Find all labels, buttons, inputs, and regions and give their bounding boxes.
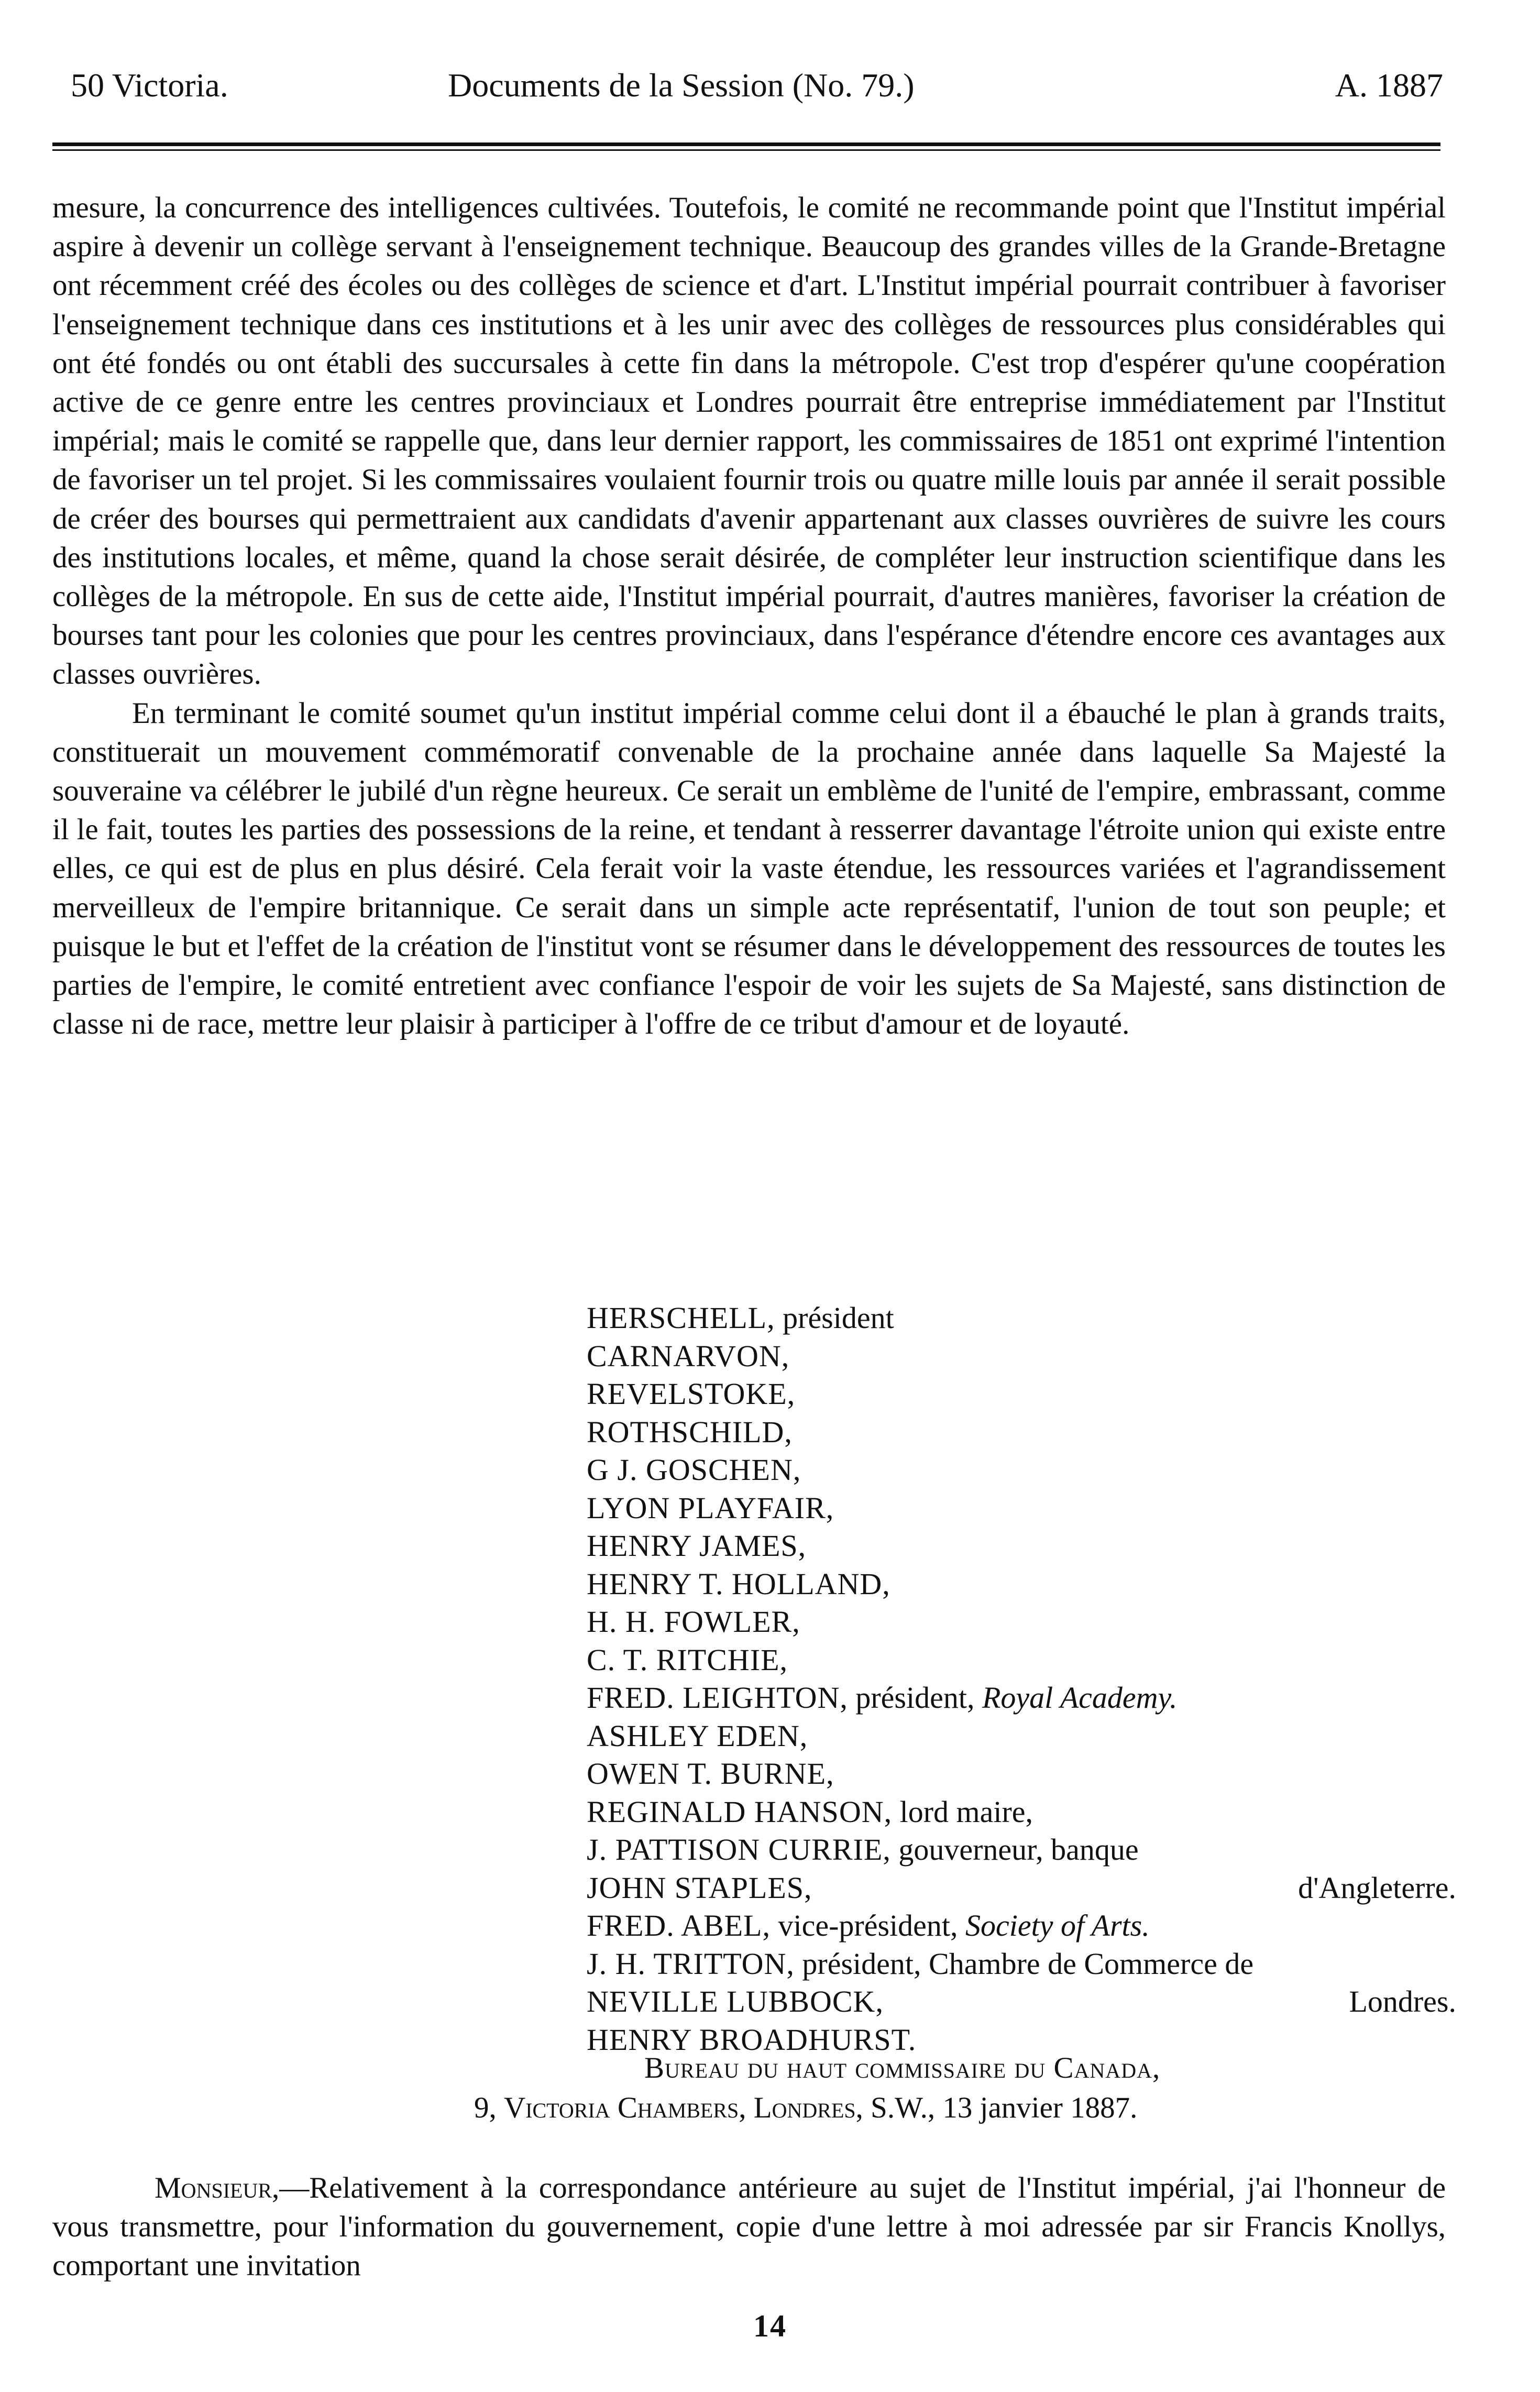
- signature-line: [587, 1641, 1456, 1680]
- letter-office: Bureau du haut commissaire du Canada,: [644, 2051, 1161, 2084]
- signature-line: [587, 1565, 1456, 1604]
- signatory-name: FRED. LEIGHTON,: [587, 1681, 848, 1715]
- signatory-name: CARNARVON,: [587, 1338, 790, 1373]
- signatures-block: [587, 1299, 1456, 2059]
- signatory-name: ASHLEY EDEN,: [587, 1718, 808, 1753]
- signatory-name: HENRY JAMES,: [587, 1529, 807, 1563]
- letter-text: —Relativement à la correspondance antérieure au sujet de l'Institut impérial, j'ai l'honneur de vous transmettre, pour l'information du gouvernement, copie d'une lettre à moi adressée par sir Francis Knollys, comportant une invitation: [52, 2171, 1446, 2282]
- signatory-name: J. PATTISON CURRIE,: [587, 1833, 891, 1867]
- signatory-institution: Royal Academy.: [982, 1681, 1178, 1715]
- signature-line: [587, 1451, 1456, 1489]
- signature-line: [587, 1527, 1456, 1565]
- address-street: Victoria Chambers, Londres,: [504, 2091, 863, 2124]
- letter-body: [52, 2169, 1446, 2285]
- signatory-role-continued: Londres.: [1349, 1984, 1456, 2018]
- address-date: S.W., 13 janvier 1887.: [863, 2091, 1138, 2124]
- signature-line: [587, 1337, 1456, 1376]
- running-header: [50, 62, 1443, 109]
- signature-line: [587, 1869, 1456, 1907]
- signature-line: [587, 1717, 1456, 1755]
- header-rule-thick: [52, 142, 1440, 146]
- signatory-name: OWEN T. BURNE,: [587, 1757, 834, 1791]
- signature-line: [587, 1755, 1456, 1793]
- signatory-name: HENRY BROADHURST.: [587, 2022, 917, 2057]
- signature-line: [587, 1945, 1456, 1983]
- signatory-name: HERSCHELL,: [587, 1301, 775, 1335]
- signature-line: [587, 1299, 1456, 1337]
- signatory-role: président, Chambre de Commerce de: [794, 1946, 1254, 1981]
- signature-line: [587, 1375, 1456, 1413]
- paragraph: mesure, la concurrence des intelligences cultivées. Toutefois, le comité ne recommande point que l'Institut impérial aspire à devenir un collège servant à l'enseignement technique. Beaucoup des grandes villes de la Grande-Bretagne ont récemment créé des écoles ou des collèges de science et d'art. L'Institut impérial pourrait contribuer à favoriser l'enseignement technique dans ces institutions et à les unir avec des collèges de ressources plus considérables qui ont été fondés ou ont établi des succursales à cette fin dans la métropole. C'est trop d'espérer qu'une coopération active de ce genre entre les centres provinciaux et Londres pourrait être entreprise immédiatement par l'Institut impérial; mais le comité se rappelle que, dans leur dernier rapport, les commissaires de 1851 ont exprimé l'intention de favoriser un tel projet. Si les commissaires voulaient fournir trois ou quatre mille louis par année il serait possible de créer des bourses qui permettraient aux candidats d'avenir appartenant aux classes ouvrières de suivre les cours des institutions locales, et même, quand la chose serait désirée, de compléter leur instruction scientifique dans les collèges de la métropole. En sus de cette aide, l'Institut impérial pourrait, d'autres manières, favoriser la création de bourses tant pour les colonies que pour les centres provinciaux, dans l'espérance d'étendre encore ces avantages aux classes ouvrières.: [52, 191, 1446, 691]
- signatory-name: REGINALD HANSON,: [587, 1794, 893, 1829]
- signatory-name: C. T. RITCHIE,: [587, 1642, 788, 1677]
- signature-line: [587, 1831, 1456, 1869]
- signatory-name: FRED. ABEL,: [587, 1908, 771, 1943]
- signature-line: [587, 1489, 1456, 1528]
- signatory-name: ROTHSCHILD,: [587, 1414, 793, 1449]
- signatory-role: gouverneur, banque: [890, 1833, 1139, 1867]
- signatory-name: NEVILLE LUBBOCK,: [587, 1984, 884, 2018]
- page-number: 14: [753, 2309, 787, 2343]
- signatory-name: G J. GOSCHEN,: [587, 1453, 801, 1487]
- signatory-name: HENRY T. HOLLAND,: [587, 1566, 890, 1601]
- header-rule-thin: [52, 149, 1440, 151]
- signatory-role: président: [775, 1301, 894, 1335]
- signatory-institution: Society of Arts.: [965, 1908, 1150, 1943]
- signatory-name: LYON PLAYFAIR,: [587, 1490, 834, 1525]
- signatory-name: H. H. FOWLER,: [587, 1605, 800, 1639]
- signature-line: [587, 1413, 1456, 1452]
- header-year: A. 1887: [1335, 67, 1443, 104]
- letter-address-date: [52, 2088, 1446, 2128]
- signature-line: [587, 1907, 1456, 1945]
- signature-line: [587, 1983, 1456, 2021]
- letter-salutation: Monsieur,: [155, 2171, 280, 2204]
- header-title: Documents de la Session (No. 79.): [448, 67, 915, 104]
- header-volume: 50 Victoria.: [71, 67, 228, 104]
- report-body: [52, 189, 1446, 1044]
- signature-line: [587, 1679, 1456, 1717]
- signatory-role: vice-président,: [771, 1908, 966, 1943]
- signatory-role-continued: d'Angleterre.: [1298, 1870, 1456, 1905]
- signatory-name: JOHN STAPLES,: [587, 1870, 812, 1905]
- address-number: 9,: [474, 2091, 504, 2124]
- paragraph: En terminant le comité soumet qu'un institut impérial comme celui dont il a ébauché le plan à grands traits, constituerait un mouvement commémoratif convenable de la prochaine année dans laquelle Sa Majesté la souveraine va célébrer le jubilé d'un règne heureux. Ce serait un emblème de l'unité de l'empire, embrassant, comme il le fait, toutes les parties des possessions de la reine, et tendant à resserrer davantage l'étroite union qui existe entre elles, ce qui est de plus en plus désiré. Cela ferait voir la vaste étendue, les ressources variées et l'agrandissement merveilleux de l'empire britannique. Ce serait dans un simple acte représentatif, l'union de tout son peuple; et puisque le but et l'effet de la création de l'institut vont se résumer dans le développement des ressources de toutes les parties de l'empire, le comité entretient avec confiance l'espoir de voir les sujets de Sa Majesté, sans distinction de classe ni de race, mettre leur plaisir à participer à l'offre de ce tribut d'amour et de loyauté.: [52, 696, 1446, 1041]
- signature-line: [587, 1603, 1456, 1641]
- signatory-name: J. H. TRITTON,: [587, 1946, 795, 1981]
- letter-heading: [52, 2048, 1446, 2128]
- signatory-name: REVELSTOKE,: [587, 1377, 796, 1411]
- signatory-role: président,: [848, 1681, 982, 1715]
- signatory-role: lord maire,: [892, 1794, 1033, 1829]
- signature-line: [587, 1793, 1456, 1831]
